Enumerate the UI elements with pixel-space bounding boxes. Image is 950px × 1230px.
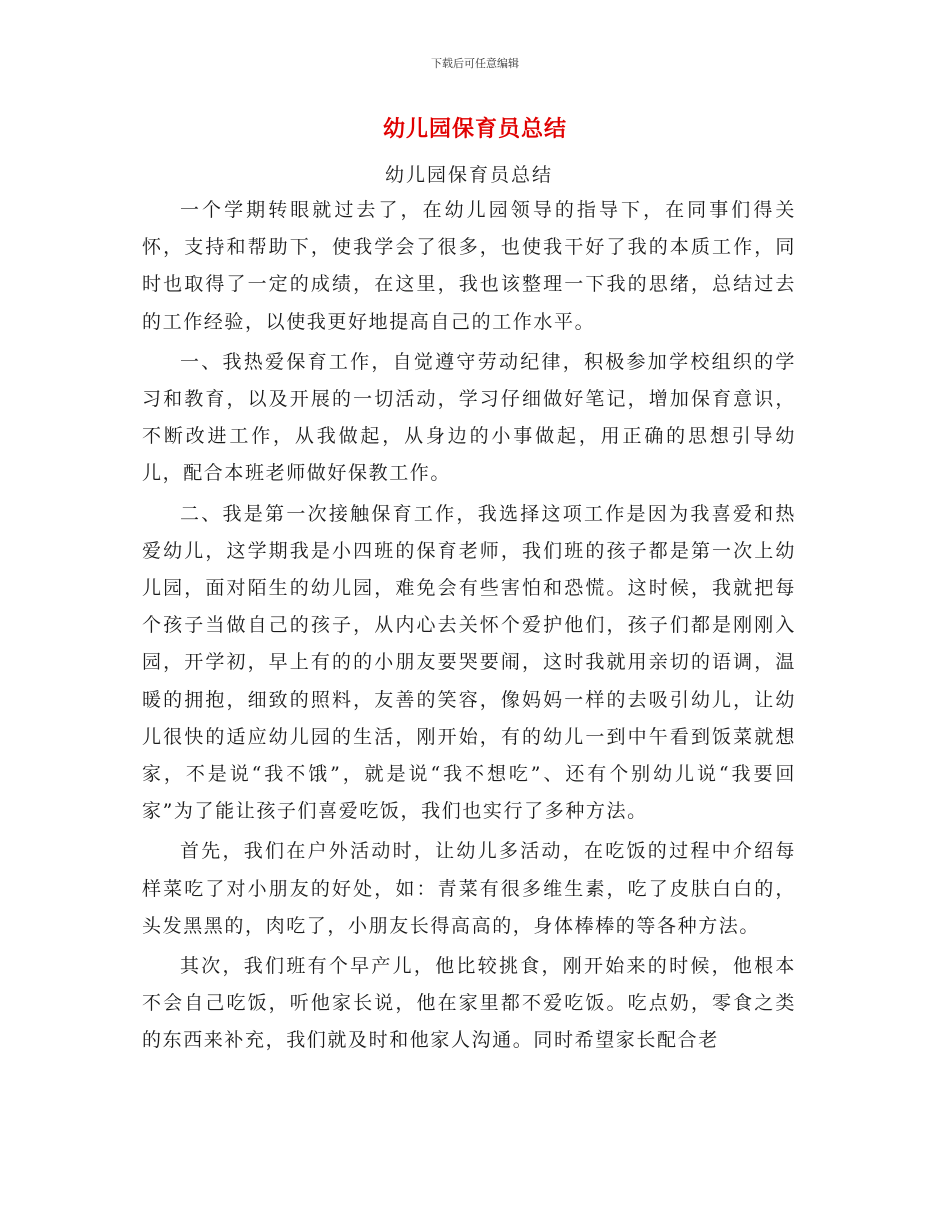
document-body — [142, 158, 796, 1060]
header-note: 下载后可任意编辑 — [431, 57, 519, 70]
paragraph-first: 首先，我们在户外活动时，让幼儿多活动，在吃饭的过程中介绍每样菜吃了对小朋友的好处，如：青菜有很多维生素，吃了皮肤白白的，头发黑黑的，肉吃了，小朋友长得高高的，身体棒棒的等各种方法。 — [142, 840, 796, 937]
paragraph-second: 其次，我们班有个早产儿，他比较挑食，刚开始来的时候，他根本不会自己吃饭，听他家长说，他在家里都不爱吃饭。吃点奶，零食之类的东西来补充，我们就及时和他家人沟通。同时希望家长配合老 — [142, 955, 796, 1052]
paragraph-one: 一、我热爱保育工作，自觉遵守劳动纪律，积极参加学校组织的学习和教育，以及开展的一切活动，学习仔细做好笔记，增加保育意识，不断改进工作，从我做起，从身边的小事做起，用正确的思想引导幼儿，配合本班老师做好保教工作。 — [142, 350, 796, 485]
document-subtitle: 幼儿园保育员总结 — [384, 164, 553, 186]
paragraph-intro: 一个学期转眼就过去了，在幼儿园领导的指导下，在同事们得关怀，支持和帮助下，使我学会了很多，也使我干好了我的本质工作，同时也取得了一定的成绩，在这里，我也该整理一下我的思绪，总结过去的工作经验，以使我更好地提高自己的工作水平。 — [142, 199, 796, 333]
paragraph-two: 二、我是第一次接触保育工作，我选择这项工作是因为我喜爱和热爱幼儿，这学期我是小四班的保育老师，我们班的孩子都是第一次上幼儿园，面对陌生的幼儿园，难免会有些害怕和恐慌。这时候，我就把每个孩子当做自己的孩子，从内心去关怀个爱护他们，孩子们都是刚刚入园，开学初，早上有的的小朋友要哭要闹，这时我就用亲切的语调，温暖的拥抱，细致的照料，友善的笑容，像妈妈一样的去吸引幼儿，让幼儿很快的适应幼儿园的生活，刚开始，有的幼儿一到中午看到饭菜就想家，不是说“我不饿”，就是说“我不想吃”、还有个别幼儿说“我要回家”为了能让孩子们喜爱吃饭，我们也实行了多种方法。 — [142, 502, 796, 823]
document-title: 幼儿园保育员总结 — [382, 117, 567, 142]
